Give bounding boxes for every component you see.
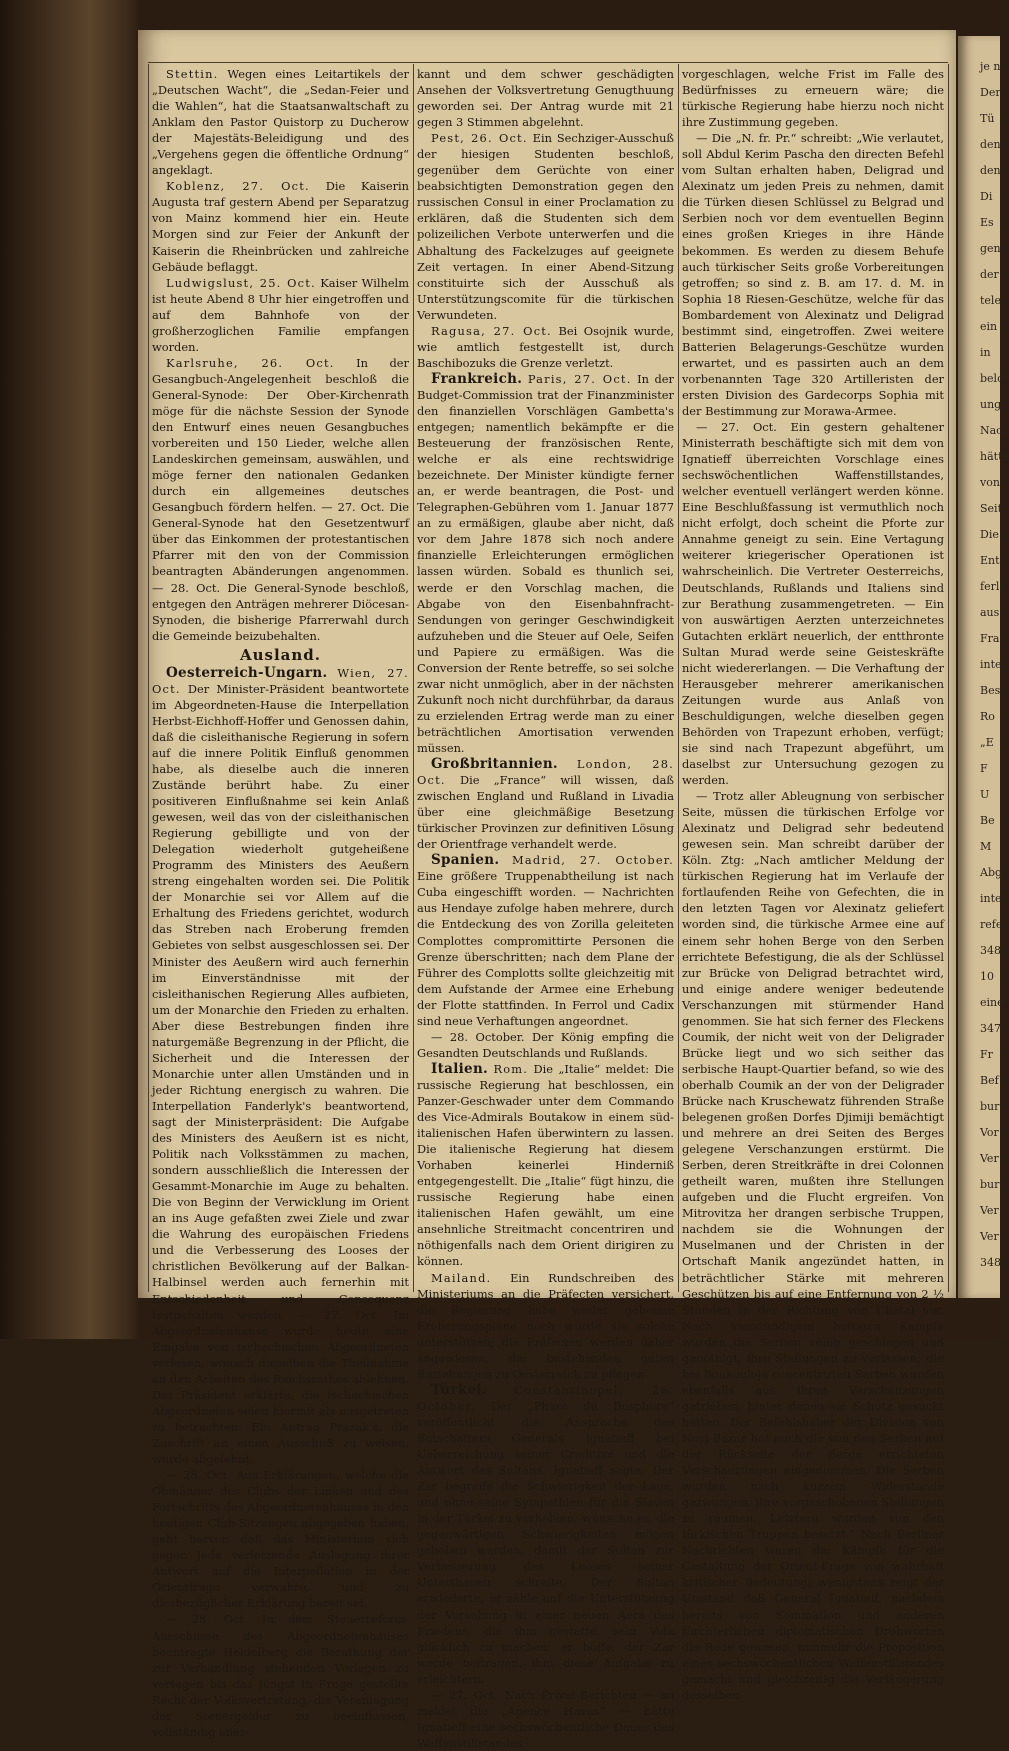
column-rule-1 (413, 64, 414, 1292)
next-page-fragment: den (980, 138, 1001, 151)
article-paragraph (417, 756, 674, 852)
dateline: Pest, 26. Oct. (431, 131, 528, 146)
next-page-fragment: inte (980, 892, 1002, 905)
next-page-fragment: belo (980, 372, 1004, 385)
paragraph-text: In der Gesangbuch-Angelegenheit beschloß die General-Synode: Der Ober-Kirchenrath möge für die nächste Session der Synode den Entwurf eines neuen Gesangbuches vorbereiten und 150 Lieder, welche allen Landeskirchen gemeinsam, auswählen, und möge ferner den nationalen Gedanken durch ein allgemeines deutsches Gesangbuch fördern helfen. — 27. Oct. Die General-Synode hat den Gesetzentwurf über das Einkommen der protestantischen Pfarrer mit den von der Commission beantragten Abänderungen angenommen. — 28. Oct. Die General-Synode beschloß, entgegen den Anträgen mehrerer Diöcesan-Synoden, die bisherige Pfarrerwahl durch die Gemeinde beizubehalten. (152, 355, 409, 643)
article-paragraph (417, 852, 674, 1029)
country-heading: Türkei. (431, 1381, 487, 1398)
next-page-fragment: Nach (980, 424, 1009, 437)
next-page-fragment: Bes (980, 684, 1001, 697)
next-page-fragment: „E (980, 736, 994, 749)
next-page-fragment: Fra (980, 632, 1000, 645)
paragraph-text: In der Budget-Commission trat der Finanzminister den finanziellen Vorschlägen Gambetta's entgegen; namentlich bekämpfte er die Besteuerung der französischen Rente, welche er als eine rechtswidrige bezeichnete. Der Minister kündigte ferner an, er werde beantragen, die Post- und Telegraphen-Gebühren vom 1. Januar 1877 an zu ermäßigen, glaube aber nicht, daß vor dem Jahre 1878 sich noch andere finanzielle Erleichterungen ermöglichen lassen würden. Sobald es thunlich sei, werde er den Vorschlag machen, die Abgabe von den Eisenbahnfracht-Sendungen von geringer Geschwindigkeit aufzuheben und die Steuer auf Oele, Seifen und Papiere zu ermäßigen. Was die Conversion der Rente betreffe, so sei solche zwar nicht unmöglich, aber in der nächsten Zukunft noch nicht durchführbar, da daraus zu erzielenden Ertrag werde man zu einer beträchtlichen Amortisation verwenden müssen. (417, 371, 674, 755)
article-paragraph (417, 1382, 674, 1687)
next-page-fragment: Ro (980, 710, 995, 723)
dateline: Ludwigslust, 25. Oct. (166, 275, 316, 290)
article-paragraph (682, 66, 944, 130)
next-page-fragment: der (980, 268, 999, 281)
next-page-fragment: 348 (980, 1256, 1001, 1269)
paragraph-text: — 28. Oct. In dem Steuerreform-Ausschusse des Abgeordnetenhauses beantragte Heidelberg die Berathung der zur Verhandlung stehenden Vorlagen zu vertagen bis das jüngst in Frage gestellte Recht der Volksvertretung, die Veranlagung der Steuergelder zu beeinflussen, vollständig aner- (152, 1612, 409, 1739)
article-paragraph (417, 1029, 674, 1061)
country-heading: Großbritannien. (431, 756, 558, 773)
article-paragraph (682, 788, 944, 1703)
column-2 (417, 66, 675, 1750)
top-rule (148, 62, 948, 63)
next-page-fragment: 10 (980, 970, 994, 983)
article-paragraph (417, 66, 674, 130)
next-page-fragment: ung (980, 398, 1002, 411)
paragraph-text: — 27. Oct. Ein gestern gehaltener Ministerrath beschäftigte sich mit dem von Ignatieff überreichten Vorschlage eines sechswöchentlichen Waffenstillstandes, welcher eventuell verlängert werden könne. Eine Beschlußfassung ist vermuthlich noch nicht erfolgt, doch scheint die Pforte zur Annahme geneigt zu sein. Eine Vertagung weiterer kriegerischer Operationen ist wahrscheinlich. Die Vertreter Oesterreichs, Deutschlands, Rußlands und Italiens sind zur Berathung zusammengetreten. — Ein von auswärtigen Aerzten unterzeichnetes Gutachten erklärt neuerlich, der entthronte Sultan Murad werde seine Geisteskräfte nicht wiedererlangen. — Die Verhaftung der Herausgeber mehrerer amerikanischen Zeitungen wurde aus Anlaß von Beschuldigungen, welche dieselben gegen Behörden von Trapezunt erhoben, verfügt; sie sind nach Trapezunt abgeführt, um daselbst zur Untersuchung gezogen zu werden. (682, 420, 944, 788)
paragraph-text: vorgeschlagen, welche Frist im Falle des Bedürfnisses zu erneuern wäre; die türkische Regierung habe hierzu noch nicht ihre Zustimmung gegeben. (682, 67, 944, 130)
next-page-fragment: Es (980, 216, 994, 229)
next-page-fragment: Ver (980, 1204, 999, 1217)
dateline: Paris, 27. Oct. (527, 371, 632, 386)
paragraph-text: Kaiser Wilhelm ist heute Abend 8 Uhr hier eingetroffen und auf dem Bahnhofe von der großherzoglichen Familie empfangen worden. (152, 275, 410, 354)
paragraph-text: — 28. October. Der König empfing die Gesandten Deutschlands und Rußlands. (417, 1029, 674, 1060)
column-rule-right (948, 64, 949, 1292)
paragraph-text: Die „France“ will wissen, daß zwischen England und Rußland in Livadia über eine gleichmäßige Besetzung türkischer Provinzen zur definitiven Lösung der Orientfrage verhandelt werde. (417, 773, 674, 852)
column-1 (152, 66, 410, 1739)
next-page-fragment: ein (980, 320, 998, 333)
article-paragraph (417, 1270, 674, 1382)
dateline: Koblenz, 27. Oct. (166, 179, 310, 194)
next-page-fragment: F (980, 762, 988, 775)
paragraph-text: Der Minister-Präsident beantwortete im Abgeordneten-Hause die Interpellation Herbst-Eichhoff-Hoffer und Genossen dahin, daß die cisleithanische Regierung in sofern auf die innere Politik Einfluß genommen habe, als dieselbe auch die inneren Zustände berührt habe. Zu einer positiveren Einflußnahme sei kein Anlaß gewesen, weil das von der cisleithanischen Regierung gebilligte und von der Delegation wiederholt gutgeheißene Programm des Ministers des Aeußern streng eingehalten worden sei. Die Politik der Monarchie sei vor Allem auf die Erhaltung des Friedens gerichtet, wodurch das Streben nach Eroberung fremden Gebietes von selbst ausgeschlossen sei. Der Minister des Aeußern wird auch fernerhin im Einverständnisse mit der cisleithanischen Regierung Alles aufbieten, um der Monarchie den Frieden zu erhalten. Aber diese Bestrebungen finden ihre naturgemäße Begrenzung in der Pflicht, die Sicherheit und die Interessen der Monarchie unter allen Umständen und in jeder Richtung energisch zu wahren. Die Interpellation Fanderlyk's beantwortend, sagt der Ministerpräsident: Die Aufgabe des Ministers des Aeußern ist es nicht, Politik nach Volksstämmen zu machen, sondern ausschließlich die Interessen der Gesammt-Monarchie im Auge zu behalten. Die von Beginn der Verwicklung im Orient an ins Auge gefaßten zwei Ziele und zwar die Wahrung des europäischen Friedens und die Verbesserung des Looses der christlichen Bevölkerung auf der Balkan-Halbinsel werden auch fernerhin mit Entschiedenheit und Consequenz festgehalten werden. — 27. Oct. Im Abgeordnetenhause wurde heute eine Eingabe von tschechischen Abgeordneten verlesen, wonach dieselben die Theilnahme an den Arbeiten des Reichsrathes ablehnen. Der Präsident erklärte, die tschechischen Abgeordneten seien hiermit als ausgetreten zu betrachten. Ein Antrag Prazak's, die Zuschrift an einen Ausschuß zu weisen, wurde abgelehnt. (152, 681, 409, 1466)
article-paragraph (152, 355, 409, 644)
next-page-fragment: eine (980, 996, 1004, 1009)
next-page-fragment: hätte (980, 450, 1009, 463)
article-paragraph (152, 66, 409, 178)
paragraph-text: Die Kaiserin Augusta traf gestern Abend per Separatzug von Mainz kommend hier ein. Heute Morgen sind zur Feier der Ankunft der Kaiserin die Rheinbrücken und zahlreiche Gebäude beflaggt. (152, 179, 410, 274)
dateline: Wien, 27. Oct. (152, 665, 410, 696)
next-page-fragment: Ent (980, 554, 1000, 567)
paragraph-text: Ein Rundschreiben des Ministeriums an die Präfecten versichert, die Regierung habe weder geheime Eroberungspläne noch würde sie solche unterstützen; die Präfecten werden daher angewiesen, die bestehenden guten Beziehungen zu Oesterreich zu pflegen. (417, 1270, 674, 1381)
dateline: Constantinopel, 26. October. (417, 1382, 674, 1413)
article-paragraph (152, 665, 409, 1467)
next-page-fragment: U (980, 788, 990, 801)
article-paragraph (152, 1467, 409, 1611)
dateline: Mailand. (431, 1270, 492, 1285)
next-page-fragment: ferla (980, 580, 1006, 593)
next-page-fragment: von (980, 476, 1000, 489)
next-page-fragment: in (980, 346, 991, 359)
country-heading: Frankreich. (431, 370, 523, 387)
paragraph-text: — 28. Oct. Aus Erklärungen, welche die Obmänner des Clubs der Linken und des Fortschritts des Abgeordnetenhauses in den heutigen Club-Sitzungen abgegeben haben, geht hervor, daß das Ministerium sich gegen jede verletzende Auslegung ihrer Antwort auf die Interpellation in der Orientfrage verwahre, und zu diesbezüglicher Erklärung bereit sei. (152, 1468, 409, 1611)
next-page-fragment: den (980, 164, 1001, 177)
next-page-fragment: Abg (980, 866, 1003, 879)
column-rule-2 (678, 64, 679, 1292)
article-paragraph (417, 323, 674, 371)
dateline: Karlsruhe, 26. Oct. (166, 355, 335, 370)
next-page-fragment: Vor (980, 1126, 999, 1139)
next-page-fragment: Fr (980, 1048, 993, 1061)
next-page-fragment: gen (980, 242, 1001, 255)
paragraph-text: — Die „N. fr. Pr.“ schreibt: „Wie verlautet, soll Abdul Kerim Pascha den directen Befehl vom Sultan erhalten haben, Deligrad und Alexinatz um jeden Preis zu nehmen, damit die Türken diesen Schlüssel zu Belgrad und Serbien noch vor dem eventuellen Beginn eines großen Krieges in ihre Hände bekommen. Es werden zu diesem Behufe auch türkischer Seits große Vorbereitungen getroffen; so sind z. B. am 17. d. M. in Sophia 18 Riesen-Geschütze, welche für das Bombardement von Alexinatz und Deligrad bestimmt sind, eingetroffen. Zwei weitere Batterien Belagerungs-Geschütze wurden erwartet, und es passirten auch an dem vorbenannten Tage 320 Artilleristen der ersten Division des Gardecorps Sophia mit der Bestimmung zur Morawa-Armee. (682, 131, 944, 418)
next-page-fragment: Der (980, 86, 1001, 99)
article-paragraph (417, 130, 674, 323)
next-page-fragment: refe (980, 918, 1003, 931)
section-heading: Ausland. (239, 645, 322, 664)
column-rule-left (148, 64, 149, 1292)
next-page-fragment: 348 (980, 944, 1001, 957)
next-page-fragment: 347 (980, 1022, 1001, 1035)
country-heading: Spanien. (431, 852, 500, 869)
article-paragraph (417, 1061, 674, 1270)
article-paragraph (152, 1611, 409, 1739)
next-page-fragment: bur (980, 1100, 1000, 1113)
country-heading: Oesterreich-Ungarn. (166, 664, 328, 681)
next-page-fragment: inte (980, 658, 1002, 671)
paragraph-text: Ein Sechziger-Ausschuß der hiesigen Studenten beschloß, gegenüber dem Gerüchte von einer beabsichtigten Demonstration gegen den russischen Consul in einer Proclamation zu erklären, daß die Studenten sich dem polizeilichen Verbote unterwerfen und die Abhaltung des Fackelzuges auf geeignete Zeit vertagen. In einer Abend-Sitzung constituirte sich der Ausschuß als Unterstützungscomite für die türkischen Verwundeten. (417, 131, 675, 322)
next-page-fragment: M (980, 840, 992, 853)
paragraph-text: Eine größere Truppenabtheilung ist nach Cuba eingeschifft worden. — Nachrichten aus Hendaye zufolge haben mehrere, durch die Entdeckung des von Zorilla geleiteten Complottes compromittirte Personen die Grenze überschritten; nach dem Plane der Führer des Complotts sollte gleichzeitig mit dem Aufstande der Armee eine Erhebung der Flotte stattfinden. In Ferrol und Cadix sind neue Verhaftungen angeordnet. (417, 869, 674, 1028)
article-paragraph (417, 371, 674, 756)
next-page-fragment: Tü (980, 112, 995, 125)
next-page-fragment: tele (980, 294, 1001, 307)
article-paragraph (152, 275, 409, 355)
next-page-fragment: Seit (980, 502, 1002, 515)
next-page-fragment: Ver (980, 1230, 999, 1243)
paragraph-text: kannt und dem schwer geschädigten Ansehen der Volksvertretung Genugthuung geworden sei. Der Antrag wurde mit 21 gegen 3 Stimmen abgelehnt. (417, 67, 674, 130)
country-heading: Italien. (431, 1060, 489, 1077)
article-paragraph (682, 130, 944, 419)
dateline: Rom. (493, 1061, 529, 1076)
column-3 (682, 66, 944, 1702)
next-page-fragment: bur (980, 1178, 1000, 1191)
paragraph-text: Wegen eines Leitartikels der „Deutschen Wacht“, die „Sedan-Feier und die Wahlen“, hat die Staatsanwaltschaft zu Anklam den Pastor Quistorp zu Ducherow der Majestäts-Beleidigung und des „Vergehens gegen die öffentliche Ordnung“ angeklagt. (152, 67, 409, 178)
next-page-fragment: je n (980, 60, 1001, 73)
article-paragraph (417, 1687, 674, 1751)
dateline: Madrid, 27. October. (511, 853, 675, 868)
dateline: Stettin. (166, 67, 219, 81)
article-paragraph (682, 419, 944, 788)
paragraph-text: — 27. Oct. Nach Privat-Berichten — so meldet die „Agence Havas“ — hätte Ignatieff eine sechswöchentliche Dauer des Waffenstillstandes (417, 1687, 674, 1750)
paragraph-text: — Trotz aller Ableugnung von serbischer Seite, müssen die türkischen Erfolge vor Alexinatz und Deligrad sehr bedeutend gewesen sein. Man schreibt darüber der Köln. Ztg: „Nach amtlicher Meldung der türkischen Regierung hat im Verlaufe der fortlaufenden Reihe von Gefechten, die in den letzten Tagen vor Alexinatz geliefert worden sind, die türkische Armee eine auf einem sehr hohen Berge von den Serben errichtete Befestigung, die als der Schlüssel zur Brücke von Deligrad betrachtet wird, und einige andere weniger bedeutende Verschanzungen mit stürmender Hand genommen. Sie hat sich ferner des Fleckens Coumik, der nicht weit von der Deligrader Brücke liegt und wo sich seither das serbische Haupt-Quartier befand, so wie des oberhalb Coumik an der von der Deligrader Brücke nach Kruschewatz führenden Straße belegenen großen Dorfes Djimiji bemächtigt und mehrere an drei Seiten des Berges gelegene Verschanzungen erstürmt. Die Serben, deren Streitkräfte in drei Colonnen getheilt waren, mußten ihre Stellungen aufgeben und die Flucht ergreifen. Von Mitrovitza her drangen serbische Truppen, nachdem sie die Wohnungen der Muselmanen und der Christen in der Ortschaft Manik angezündet hatten, in beträchtlicher Stärke mit mehreren Geschützen bis auf eine Entfernung von 2 ½ Stunden in der Richtung von Chatal vor. Nach vierstündigem heftigen Kampfe wurden die Serben völlig geschlagen und genöthigt, ihre Stellungen zu verlassen; die bei Boukouloja concentrirten Serben wurden ebenfalls aus ihren Verschanzungen getrieben, hinter denen sie Schutz gesucht hatten. Der Befehlshaber der Division von Novi-Bazar hat auch die von den Serben auf der Rückseite der Berge errichteten Verschanzungen eingenommen. Die Serben wurden nach kurzem Widerstande gezwungen, ihre vorgeschobenen Stellungen zu räumen. Letztere wurden von den türkischen Truppen besetzt.“ Nach Berliner Nachrichten waren die Kämpfe für die Gestaltung der Orient-Frage von wahrhaft kritischer Bedeutung; wenigstens zeigt der Umstand daß General Ignatieff, nachdem bereits von Sommation und anderen fürchterlichen diplomatischen Drohworten die Rede gewesen, nunmehr die Proposition eines sechswöchentlichen Waffenstillstandes gemacht und gleichzeitig die Verlängerung desselben (682, 789, 944, 1702)
next-page-edge (958, 36, 1009, 1298)
paragraph-text: Bei Osojnik wurde, wie amtlich festgestellt ist, durch Baschibozuks die Grenze verletzt. (417, 323, 674, 370)
next-page-fragment: Bef (980, 1074, 999, 1087)
next-page-fragment: Be (980, 814, 995, 827)
next-page-fragment: Di (980, 190, 993, 203)
article-paragraph (152, 178, 409, 274)
dateline: London, 28. Oct. (417, 757, 674, 788)
next-page-fragment: Ver (980, 1152, 999, 1165)
dateline: Ragusa, 27. Oct. (431, 323, 552, 338)
next-page-fragment: aus (980, 606, 1000, 619)
paragraph-text: Der „Phare du Bosphore“ veröffentlicht die Ansprache des Botschafters Generals Ignatieff bei Ueberreichung seiner Creditive und die Antwort des Sultans. Ignatieff sagte: Der Zar begreife die Schwierigkeit der Lage, und ohne seine Sympathien für die Slaven in der Türkei zu verhehlen, wünsche er, die gegenwärtigen Schwierigkeiten mögen gehoben werden, damit der Sultan zur Verbesserung des Looses seiner Unterthanen schreite. Der Sultan erwiederte, er zähle auf die Unterstützung der Vorsehung in einer neuen Aera des Friedens, die ihm gestatte, sein Volk glücklich zu machen; er hoffe, der Zar werde beitragen, ihm diese Aufgabe zu erleichtern. (417, 1398, 674, 1686)
paragraph-text: Die „Italie“ meldet: Die russische Regierung hat beschlossen, ein Panzer-Geschwader unter dem Commando des Vice-Admirals Boutakow in einem süd-italienischen Hafen überwintern zu lassen. Die italienische Regierung hat diesem Vorhaben keinerlei Hinderniß entgegengestellt. Die „Italie“ fügt hinzu, die russische Regierung habe einen italienischen Hafen gewählt, um eine ansehnliche Streitmacht concentriren und nöthigenfalls nach dem Orient dirigiren zu können. (417, 1061, 675, 1269)
next-page-fragment: Die (980, 528, 999, 541)
